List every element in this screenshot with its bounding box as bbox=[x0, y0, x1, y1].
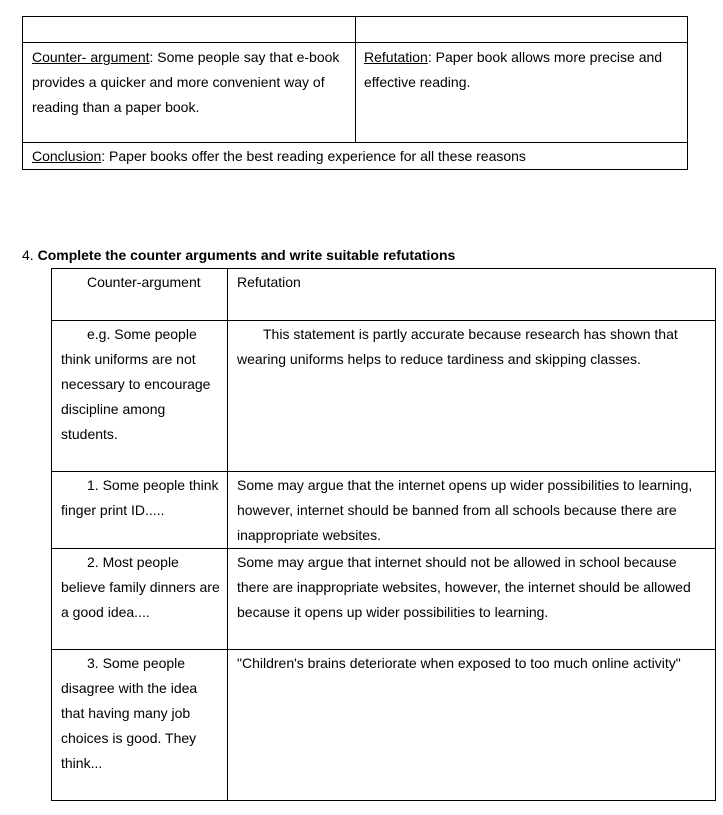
conclusion-text: : Paper books offer the best reading experience for all these reasons bbox=[101, 148, 526, 164]
table-row bbox=[52, 650, 716, 801]
table-row bbox=[52, 549, 716, 650]
counter-argument-cell: 1. Some people think finger print ID..... bbox=[52, 472, 228, 549]
section-number: 4. bbox=[22, 247, 34, 263]
header-refutation: Refutation bbox=[228, 269, 716, 321]
section-heading bbox=[22, 244, 455, 266]
table-header-row bbox=[52, 269, 716, 321]
refutation-cell bbox=[356, 43, 688, 143]
table-row bbox=[52, 321, 716, 472]
table-row bbox=[23, 143, 688, 170]
refutation-cell: Some may argue that the internet opens up wider possibilities to learning, however, internet should be banned from all schools because there are inappropriate websites. bbox=[228, 472, 716, 549]
refutation-cell: This statement is partly accurate because research has shown that wearing uniforms helps to reduce tardiness and skipping classes. bbox=[228, 321, 716, 472]
refutation-cell: "Children's brains deteriorate when exposed to too much online activity" bbox=[228, 650, 716, 801]
conclusion-label: Conclusion bbox=[32, 148, 102, 164]
empty-cell bbox=[23, 17, 356, 43]
counter-argument-cell bbox=[23, 43, 356, 143]
header-counter-argument: Counter-argument bbox=[52, 269, 228, 321]
table-row bbox=[52, 472, 716, 549]
counter-argument-cell: 3. Some people disagree with the idea that having many job choices is good. They think... bbox=[52, 650, 228, 801]
counter-argument-label: Counter- argument bbox=[32, 49, 150, 65]
counter-argument-text: : Some people say that e-book provides a quicker and more convenient way of reading than a paper book. bbox=[32, 49, 340, 115]
conclusion-cell bbox=[23, 143, 688, 170]
table-row bbox=[23, 17, 688, 43]
empty-cell bbox=[356, 17, 688, 43]
counter-argument-cell: e.g. Some people think uniforms are not necessary to encourage discipline among students. bbox=[52, 321, 228, 472]
counter-argument-table bbox=[51, 268, 716, 801]
section-title: Complete the counter arguments and write suitable refutations bbox=[37, 247, 456, 263]
refutation-cell: Some may argue that internet should not be allowed in school because there are inappropriate websites, however, the internet should be allowed because it opens up wider possibilities to learning. bbox=[228, 549, 716, 650]
table-row bbox=[23, 43, 688, 143]
argument-summary-table bbox=[22, 16, 688, 170]
counter-argument-cell: 2. Most people believe family dinners are a good idea.... bbox=[52, 549, 228, 650]
refutation-text: : Paper book allows more precise and effective reading. bbox=[364, 49, 663, 90]
refutation-label: Refutation bbox=[364, 49, 428, 65]
